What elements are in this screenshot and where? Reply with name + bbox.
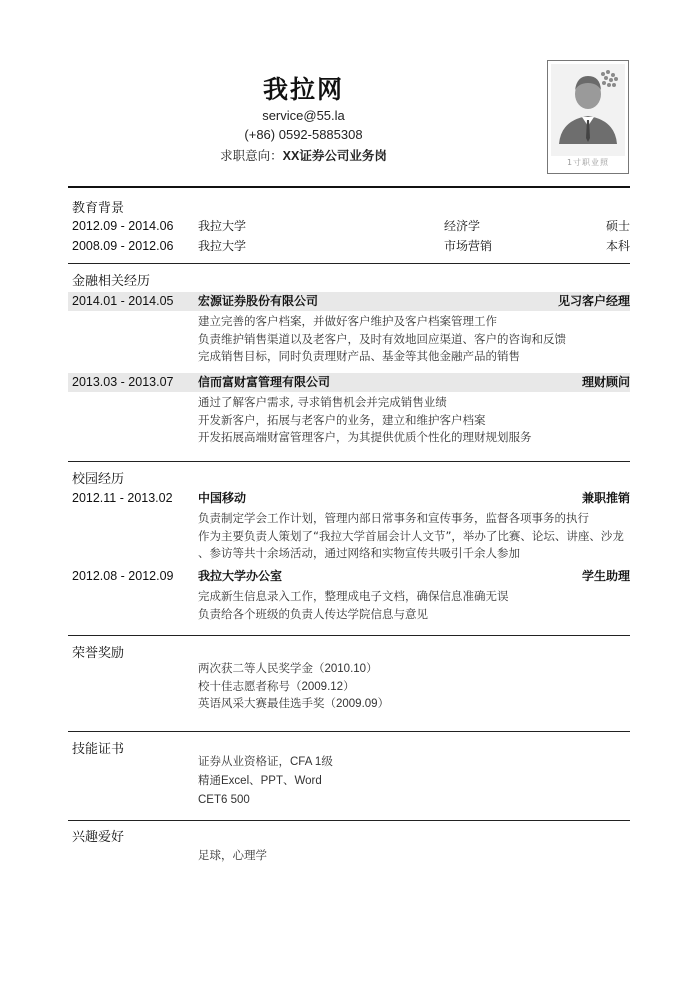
photo-label: 1寸职业照 <box>566 158 610 167</box>
description-line: 完成销售目标，同时负责理财产品、基金等其他金融产品的销售 <box>198 349 520 363</box>
experience-date: 2012.11 - 2013.02 <box>72 491 173 505</box>
experience-description <box>198 510 630 563</box>
skill-item: 精通Excel、PPT、Word <box>198 775 322 787</box>
experience-org: 宏源证券股份有限公司 <box>198 294 319 308</box>
avatar-icon <box>551 64 625 156</box>
honor-item: 两次获二等人民奖学金（2010.10） <box>198 663 378 675</box>
honor-item: 校十佳志愿者称号（2009.12） <box>198 680 355 693</box>
skills-list <box>198 753 630 810</box>
experience-description <box>198 313 630 366</box>
section-title: 校园经历 <box>72 472 125 487</box>
section-divider <box>68 820 630 821</box>
objective-label: 求职意向： <box>220 149 283 163</box>
job-objective <box>0 146 607 164</box>
experience-description <box>198 588 630 623</box>
experience-header <box>68 489 630 508</box>
section-title: 荣誉奖励 <box>72 646 125 661</box>
description-line: 负责维护销售渠道以及老客户，及时有效地回应渠道、客户的咨询和反馈 <box>198 331 566 346</box>
experience-description <box>198 394 630 447</box>
experience-date: 2012.08 - 2012.09 <box>72 569 174 583</box>
education-date: 2012.09 - 2014.06 <box>72 219 174 233</box>
education-date: 2008.09 - 2012.06 <box>72 239 174 253</box>
contact-phone: (+86) 0592-5885308 <box>244 127 363 142</box>
description-line: 负责给各个班级的负责人传达学院信息与意见 <box>198 606 428 621</box>
experience-header <box>68 292 630 311</box>
section-divider <box>68 635 630 636</box>
section-title: 教育背景 <box>72 201 125 216</box>
description-line: 通过了解客户需求, 寻求销售机会并完成销售业绩 <box>198 395 447 409</box>
experience-role: 学生助理 <box>581 569 630 583</box>
description-line: 开发拓展高端财富管理客户，为其提供优质个性化的理财规划服务 <box>198 430 532 444</box>
education-row <box>68 237 630 256</box>
experience-header <box>68 567 630 586</box>
education-major: 市场营销 <box>444 239 493 253</box>
section-divider <box>68 263 630 264</box>
experience-org: 信而富财富管理有限公司 <box>198 375 331 389</box>
description-line: 负责制定学会工作计划，管理内部日常事务和宣传事务，监督各项事务的执行 <box>198 511 589 525</box>
section-divider <box>68 731 630 732</box>
hobbies-list <box>198 847 630 865</box>
candidate-name: 我拉网 <box>262 75 344 104</box>
skill-item: 证券从业资格证，CFA 1级 <box>198 756 333 768</box>
description-line: 、参访等共十余场活动，通过网络和实物宣传共吸引千余人参加 <box>198 546 520 560</box>
experience-header <box>68 373 630 392</box>
experience-date: 2013.03 - 2013.07 <box>72 375 174 389</box>
education-school: 我拉大学 <box>198 219 247 233</box>
hobby-item: 足球，心理学 <box>198 848 267 862</box>
contact-email[interactable]: service@55.la <box>262 108 345 123</box>
description-line: 开发新客户，拓展与老客户的业务，建立和维护客户档案 <box>198 412 486 427</box>
description-line: 作为主要负责人策划了“我拉大学首届会计人文节”，举办了比赛、论坛、讲座、沙龙 <box>198 528 624 543</box>
section-title: 技能证书 <box>72 742 125 757</box>
honors-list <box>198 661 630 714</box>
section-title: 金融相关经历 <box>72 274 151 289</box>
education-degree: 本科 <box>605 239 630 253</box>
honor-item: 英语风采大赛最佳选手奖（2009.09） <box>198 698 390 710</box>
description-line: 完成新生信息录入工作，整理成电子文档，确保信息准确无误 <box>198 589 509 603</box>
skill-item: CET6 500 <box>198 794 250 806</box>
experience-role: 兼职推销 <box>581 491 630 505</box>
experience-date: 2014.01 - 2014.05 <box>72 294 174 308</box>
experience-role: 见习客户经理 <box>557 294 630 308</box>
section-divider <box>68 461 630 462</box>
education-major: 经济学 <box>444 219 481 233</box>
section-title: 兴趣爱好 <box>72 830 125 845</box>
education-degree: 硕士 <box>605 219 630 233</box>
profile-photo <box>547 60 629 174</box>
objective-value: XX证券公司业务岗 <box>282 149 387 163</box>
experience-org: 中国移动 <box>198 491 247 505</box>
education-row <box>68 217 630 236</box>
experience-org: 我拉大学办公室 <box>198 569 283 583</box>
education-school: 我拉大学 <box>198 239 247 253</box>
experience-role: 理财顾问 <box>581 375 630 389</box>
section-divider <box>68 186 630 188</box>
description-line: 建立完善的客户档案，并做好客户维护及客户档案管理工作 <box>198 314 497 328</box>
